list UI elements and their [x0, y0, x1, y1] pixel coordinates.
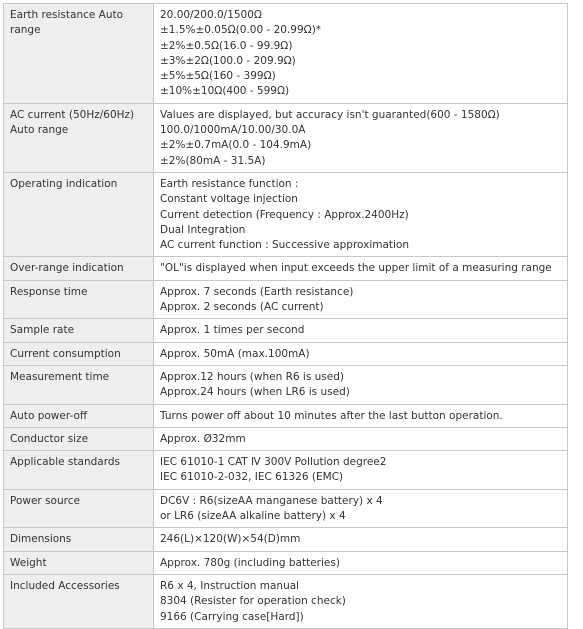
spec-value-line: Approx.12 hours (when R6 is used): [160, 370, 344, 383]
spec-label-cell: [4, 319, 154, 342]
spec-value-cell: [154, 489, 568, 528]
spec-value-cell: [154, 280, 568, 319]
spec-value-cell: [154, 427, 568, 450]
spec-row: [4, 257, 568, 280]
spec-row: [4, 319, 568, 342]
spec-value-cell: [154, 4, 568, 104]
spec-value-line: ±1.5%±0.05Ω(0.00 - 20.99Ω)*: [160, 24, 322, 37]
spec-label-line: Weight: [10, 556, 47, 569]
spec-label-line: range: [10, 24, 41, 37]
spec-row: [4, 489, 568, 528]
spec-value-line: ±3%±2Ω(100.0 - 209.9Ω): [160, 54, 296, 67]
spec-label-cell: [4, 365, 154, 404]
spec-row: [4, 172, 568, 256]
spec-label-line: Dimensions: [10, 533, 72, 546]
spec-value-cell: [154, 172, 568, 256]
spec-row: [4, 103, 568, 172]
spec-label-line: Auto range: [10, 124, 69, 137]
spec-value-line: "OL"is displayed when input exceeds the upper limit of a measuring range: [160, 262, 552, 275]
spec-label-cell: [4, 404, 154, 427]
spec-value-line: ±2%(80mA - 31.5A): [160, 154, 266, 167]
spec-value-line: R6 x 4, Instruction manual: [160, 579, 300, 592]
spec-label-line: Over-range indication: [10, 262, 124, 275]
spec-value-line: Approx. 780g (including batteries): [160, 556, 340, 569]
spec-value-line: Constant voltage injection: [160, 193, 298, 206]
spec-value-cell: [154, 103, 568, 172]
spec-row: [4, 365, 568, 404]
spec-value-line: Approx. 7 seconds (Earth resistance): [160, 285, 354, 298]
spec-label-cell: [4, 551, 154, 574]
spec-label-cell: [4, 257, 154, 280]
spec-value-cell: [154, 342, 568, 365]
specifications-table: [3, 3, 568, 629]
spec-value-line: 246(L)×120(W)×54(D)mm: [160, 533, 301, 546]
spec-label-line: AC current (50Hz/60Hz): [10, 108, 135, 121]
spec-value-line: AC current function : Successive approximation: [160, 239, 410, 252]
spec-value-line: Turns power off about 10 minutes after the last button operation.: [160, 409, 503, 422]
spec-value-line: ±10%±10Ω(400 - 599Ω): [160, 85, 290, 98]
spec-value-cell: [154, 404, 568, 427]
spec-value-line: DC6V : R6(sizeAA manganese battery) x 4: [160, 494, 383, 507]
spec-value-line: IEC 61010-1 CAT Ⅳ 300V Pollution degree2: [160, 456, 387, 469]
spec-row: [4, 280, 568, 319]
spec-label-cell: [4, 489, 154, 528]
spec-label-cell: [4, 280, 154, 319]
spec-value-line: Approx. 2 seconds (AC current): [160, 301, 324, 314]
spec-label-line: Response time: [10, 285, 88, 298]
spec-label-cell: [4, 427, 154, 450]
spec-value-cell: [154, 319, 568, 342]
spec-value-line: 9166 (Carrying case[Hard]): [160, 610, 304, 623]
spec-value-line: Approx. 50mA (max.100mA): [160, 347, 310, 360]
spec-row: [4, 528, 568, 551]
spec-value-cell: [154, 257, 568, 280]
spec-row: [4, 404, 568, 427]
spec-row: [4, 451, 568, 490]
spec-value-cell: [154, 528, 568, 551]
spec-row: [4, 342, 568, 365]
spec-label-line: Earth resistance Auto: [10, 9, 124, 21]
spec-row: [4, 574, 568, 628]
spec-label-line: Auto power-off: [10, 409, 88, 422]
spec-value-cell: [154, 451, 568, 490]
spec-value-line: 20.00/200.0/1500Ω: [160, 9, 262, 21]
spec-value-line: Dual Integration: [160, 223, 246, 236]
spec-label-line: Sample rate: [10, 324, 75, 337]
spec-value-line: or LR6 (sizeAA alkaline battery) x 4: [160, 510, 346, 523]
spec-row: [4, 4, 568, 104]
spec-value-line: 8304 (Resister for operation check): [160, 595, 346, 608]
spec-label-line: Operating indication: [10, 177, 118, 190]
spec-value-line: 100.0/1000mA/10.00/30.0A: [160, 124, 306, 137]
spec-value-cell: [154, 574, 568, 628]
specifications-table-body: [4, 4, 568, 629]
spec-label-line: Applicable standards: [10, 456, 120, 469]
spec-value-line: ±2%±0.7mA(0.0 - 104.9mA): [160, 139, 312, 152]
spec-label-line: Current consumption: [10, 347, 121, 360]
spec-label-line: Measurement time: [10, 370, 110, 383]
spec-label-cell: [4, 528, 154, 551]
spec-value-line: Approx. 1 times per second: [160, 324, 305, 337]
spec-label-cell: [4, 574, 154, 628]
spec-value-line: IEC 61010-2-032, IEC 61326 (EMC): [160, 471, 344, 484]
spec-row: [4, 427, 568, 450]
spec-value-line: Current detection (Frequency : Approx.2400Hz): [160, 208, 409, 221]
spec-value-cell: [154, 365, 568, 404]
spec-label-cell: [4, 451, 154, 490]
spec-value-line: ±2%±0.5Ω(16.0 - 99.9Ω): [160, 39, 293, 52]
spec-label-line: Included Accessories: [10, 579, 120, 592]
spec-label-cell: [4, 103, 154, 172]
spec-label-cell: [4, 4, 154, 104]
spec-value-line: ±5%±5Ω(160 - 399Ω): [160, 70, 276, 83]
spec-label-line: Conductor size: [10, 432, 89, 445]
spec-value-cell: [154, 551, 568, 574]
spec-value-line: Approx. Ø32mm: [160, 432, 246, 445]
spec-row: [4, 551, 568, 574]
spec-value-line: Values are displayed, but accuracy isn't guaranted(600 - 1580Ω): [160, 108, 500, 121]
spec-label-cell: [4, 342, 154, 365]
spec-label-line: Power source: [10, 494, 80, 507]
spec-label-cell: [4, 172, 154, 256]
spec-value-line: Approx.24 hours (when LR6 is used): [160, 386, 350, 399]
spec-value-line: Earth resistance function :: [160, 177, 299, 190]
